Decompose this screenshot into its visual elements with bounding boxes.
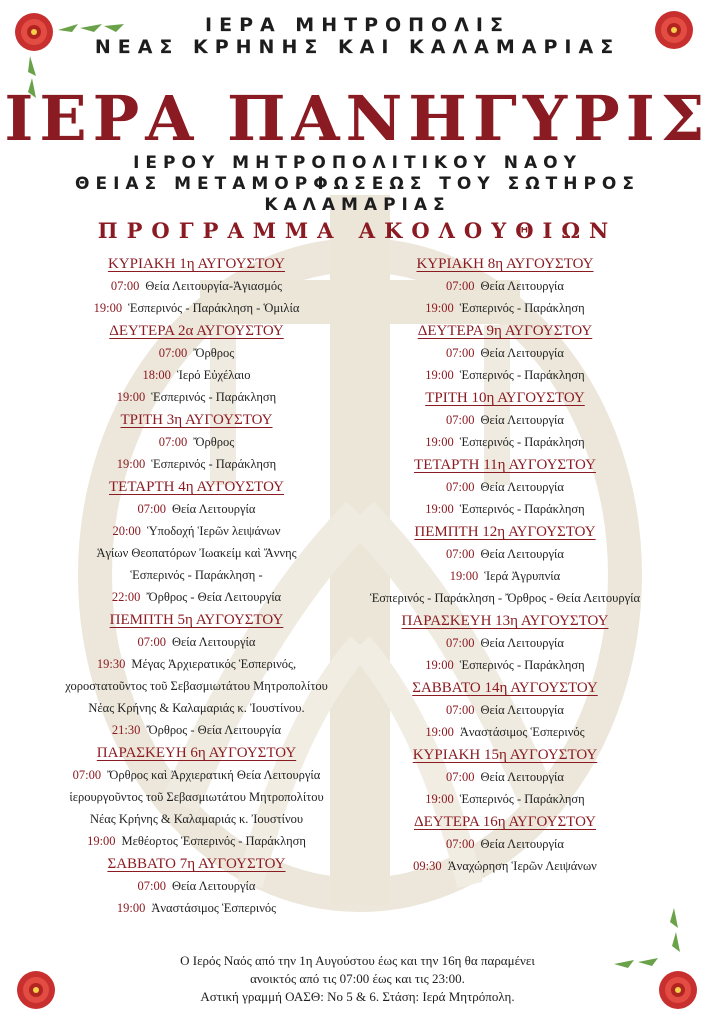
entry-service: Θεία Λειτουργία	[480, 346, 564, 360]
schedule-left-column	[44, 252, 349, 919]
entry-service: Ἑσπερινός - Παράκληση - Ὄρθρος - Θεία Λειτουργία	[369, 591, 641, 605]
schedule-entry	[44, 808, 349, 830]
entry-time: 19:00	[425, 301, 454, 315]
schedule-entry	[355, 699, 655, 721]
schedule-entry	[44, 586, 349, 608]
schedule-entry	[355, 587, 655, 609]
entry-time: 19:00	[93, 301, 123, 315]
entry-time: 20:00	[112, 524, 141, 538]
entry-service: Νέας Κρήνης & Καλαμαριάς κ. Ἰουστίνου	[89, 812, 304, 826]
entry-service: Ἑσπερινός - Παράκληση	[459, 502, 585, 516]
entry-time: 19:00	[425, 368, 454, 382]
day-heading: ΤΡΙΤΗ 3η ΑΥΓΟΥΣΤΟΥ	[120, 412, 273, 428]
schedule-entry	[44, 542, 349, 564]
entry-time: 09:30	[413, 859, 442, 873]
day-heading: ΚΥΡΙΑΚΗ 1η ΑΥΓΟΥΣΤΟΥ	[107, 256, 286, 272]
entry-time: 19:00	[425, 658, 454, 672]
entry-service: Ἑσπερινός - Παράκληση	[459, 368, 585, 382]
entry-service: Θεία Λειτουργία	[480, 770, 564, 784]
entry-service: Ἁγίων Θεοπατόρων Ἰωακείμ καὶ Ἄννης	[96, 546, 297, 560]
footer-line-1: Ο Ιερός Ναός από την 1η Αυγούστου έως και την 16η θα παραμένει	[180, 953, 535, 968]
footer-line-2: ανοικτός από τις 07:00 έως και τις 23:00.	[250, 971, 465, 986]
day-heading: ΔΕΥΤΕΡΑ 2α ΑΥΓΟΥΣΤΟΥ	[109, 323, 284, 339]
program-heading: ΠΡΟΓΡΑΜΜΑ ΑΚΟΛΟΥΘΙΩΝ	[97, 218, 618, 243]
entry-service: Θεία Λειτουργία	[480, 480, 564, 494]
schedule-entry	[44, 675, 349, 697]
entry-service: Θεία Λειτουργία-Ἁγιασμός	[145, 279, 283, 293]
footer-note	[0, 952, 715, 1006]
schedule-entry	[355, 409, 655, 431]
schedule-entry	[355, 788, 655, 810]
church-heading	[0, 153, 715, 216]
schedule-entry	[355, 632, 655, 654]
entry-time: 22:00	[111, 590, 141, 604]
entry-service: Θεία Λειτουργία	[172, 502, 256, 516]
entry-time: 07:00	[446, 480, 475, 494]
entry-time: 07:00	[446, 547, 475, 561]
entry-time: 07:00	[158, 435, 188, 449]
entry-service: Ἑσπερινός - Παράκληση	[459, 301, 585, 315]
schedule-entry	[355, 342, 655, 364]
schedule-entry	[355, 654, 655, 676]
entry-time: 19:00	[449, 569, 479, 583]
entry-service: Ὄρθρος	[193, 435, 235, 449]
footer-line-3: Αστική γραμμή ΟΑΣΘ: Νο 5 & 6. Στάση: Ιερά Μητρόπολη.	[200, 989, 515, 1004]
schedule-entry	[355, 297, 655, 319]
entry-time: 19:00	[425, 502, 454, 516]
entry-service: Ἀναστάσιμος Ἑσπερινός	[459, 725, 585, 739]
schedule-entry	[355, 431, 655, 453]
entry-time: 19:00	[425, 435, 454, 449]
entry-service: Θεία Λειτουργία	[480, 547, 564, 561]
page-title: ΙΕΡΑ ΠΑΝΗΓΥΡΙΣ	[4, 82, 711, 155]
entry-time: 07:00	[446, 703, 475, 717]
day-heading: ΤΕΤΑΡΤΗ 11η ΑΥΓΟΥΣΤΟΥ	[414, 457, 596, 473]
entry-time: 19:00	[116, 457, 146, 471]
schedule-entry	[355, 721, 655, 743]
schedule-entry	[44, 275, 349, 297]
schedule-entry	[44, 697, 349, 719]
entry-time: 07:00	[110, 279, 140, 293]
entry-time: 07:00	[446, 770, 475, 784]
schedule-entry	[44, 520, 349, 542]
entry-service: Ἀναστάσιμος Ἑσπερινός	[151, 901, 277, 915]
entry-time: 07:00	[137, 502, 167, 516]
schedule-entry	[44, 653, 349, 675]
schedule-entry	[44, 498, 349, 520]
entry-time: 07:00	[72, 768, 102, 782]
entry-time: 07:00	[446, 636, 475, 650]
entry-service: Ὄρθρος	[193, 346, 235, 360]
schedule-entry	[355, 565, 655, 587]
metropolis-line-2: ΝΕΑΣ ΚΡΗΝΗΣ ΚΑΙ ΚΑΛΑΜΑΡΙΑΣ	[94, 36, 621, 58]
schedule-entry	[355, 476, 655, 498]
day-heading: ΤΡΙΤΗ 10η ΑΥΓΟΥΣΤΟΥ	[425, 390, 585, 406]
entry-time: 07:00	[446, 413, 475, 427]
entry-service: Ὑποδοχή Ἱερῶν λειψάνων	[146, 524, 281, 538]
day-heading: ΠΕΜΠΤΗ 5η ΑΥΓΟΥΣΤΟΥ	[109, 612, 284, 628]
entry-service: Νέας Κρήνης & Καλαμαριάς κ. Ἰουστίνου.	[88, 701, 305, 715]
day-heading: ΔΕΥΤΕΡΑ 16η ΑΥΓΟΥΣΤΟΥ	[414, 814, 596, 830]
schedule-entry	[355, 855, 655, 877]
day-heading: ΠΑΡΑΣΚΕΥΗ 13η ΑΥΓΟΥΣΤΟΥ	[401, 613, 609, 629]
entry-service: Θεία Λειτουργία	[480, 636, 564, 650]
entry-time: 19:00	[425, 792, 454, 806]
entry-time: 18:00	[142, 368, 171, 382]
day-heading: ΚΥΡΙΑΚΗ 15η ΑΥΓΟΥΣΤΟΥ	[412, 747, 598, 763]
schedule-entry	[44, 631, 349, 653]
schedule-entry	[44, 364, 349, 386]
entry-service: Ἑσπερινός - Παράκληση	[151, 457, 277, 471]
schedule-right-column	[355, 252, 655, 877]
entry-service: Ὄρθρος καὶ Ἀρχιερατική Θεία Λειτουργία	[107, 768, 321, 782]
schedule-entry	[355, 364, 655, 386]
entry-service: Ἱερό Εὐχέλαιο	[176, 368, 251, 382]
entry-service: Θεία Λειτουργία	[172, 879, 256, 893]
schedule-entry	[44, 830, 349, 852]
metropolis-heading	[0, 14, 715, 58]
entry-service: Θεία Λειτουργία	[172, 635, 256, 649]
entry-time: 19:00	[425, 725, 454, 739]
schedule-entry	[355, 275, 655, 297]
schedule-entry	[44, 386, 349, 408]
schedule-entry	[44, 342, 349, 364]
entry-service: Θεία Λειτουργία	[480, 279, 564, 293]
entry-time: 07:00	[446, 837, 475, 851]
day-heading: ΠΕΜΠΤΗ 12η ΑΥΓΟΥΣΤΟΥ	[414, 524, 596, 540]
entry-service: Μεθέορτος Ἑσπερινός - Παράκληση	[121, 834, 306, 848]
schedule-entry	[44, 719, 349, 741]
entry-service: χοροστατοῦντος τοῦ Σεβασμιωτάτου Μητροπολίτου	[65, 679, 328, 693]
schedule-entry	[44, 764, 349, 786]
day-heading: ΤΕΤΑΡΤΗ 4η ΑΥΓΟΥΣΤΟΥ	[109, 479, 284, 495]
entry-time: 19:00	[116, 901, 146, 915]
schedule-entry	[44, 453, 349, 475]
entry-service: Θεία Λειτουργία	[480, 837, 564, 851]
day-heading: ΠΑΡΑΣΚΕΥΗ 6η ΑΥΓΟΥΣΤΟΥ	[96, 745, 297, 761]
entry-service: ἱερουργοῦντος τοῦ Σεβασμιωτάτου Μητροπολίτου	[69, 790, 324, 804]
entry-time: 21:30	[111, 723, 141, 737]
entry-time: 07:00	[446, 346, 475, 360]
schedule-entry	[44, 564, 349, 586]
day-heading: ΚΥΡΙΑΚΗ 8η ΑΥΓΟΥΣΤΟΥ	[416, 256, 594, 272]
schedule-entry	[355, 833, 655, 855]
entry-service: Μέγας Ἀρχιερατικός Ἑσπερινός,	[131, 657, 297, 671]
church-line-2: ΘΕΙΑΣ ΜΕΤΑΜΟΡΦΩΣΕΩΣ ΤΟΥ ΣΩΤΗΡΟΣ	[75, 174, 640, 194]
entry-time: 19:00	[116, 390, 146, 404]
entry-time: 07:00	[137, 635, 167, 649]
schedule-entry	[355, 543, 655, 565]
schedule-entry	[44, 897, 349, 919]
entry-service: Ἑσπερινός - Παράκληση - Ὁμιλία	[128, 301, 300, 315]
metropolis-line-1: ΙΕΡΑ ΜΗΤΡΟΠΟΛΙΣ	[205, 14, 510, 36]
entry-service: Ἱερά Ἀγρυπνία	[484, 569, 561, 583]
entry-time: 07:00	[446, 279, 475, 293]
entry-time: 19:30	[96, 657, 126, 671]
entry-service: Ἑσπερινός - Παράκληση	[459, 658, 585, 672]
entry-service: Ἑσπερινός - Παράκληση	[151, 390, 277, 404]
schedule-entry	[355, 766, 655, 788]
entry-service: Θεία Λειτουργία	[480, 413, 564, 427]
entry-service: Ἑσπερινός - Παράκληση	[459, 792, 585, 806]
entry-time: 07:00	[158, 346, 188, 360]
day-heading: ΔΕΥΤΕΡΑ 9η ΑΥΓΟΥΣΤΟΥ	[417, 323, 593, 339]
entry-service: Ἑσπερινός - Παράκληση -	[130, 568, 263, 582]
church-line-1: ΙΕΡΟΥ ΜΗΤΡΟΠΟΛΙΤΙΚΟΥ ΝΑΟΥ	[133, 153, 582, 173]
entry-service: Ἀναχώρηση Ἱερῶν Λειψάνων	[447, 859, 597, 873]
day-heading: ΣΑΒΒΑΤΟ 7η ΑΥΓΟΥΣΤΟΥ	[107, 856, 286, 872]
entry-service: Ὄρθρος - Θεία Λειτουργία	[146, 590, 282, 604]
schedule-entry	[44, 431, 349, 453]
schedule-entry	[44, 297, 349, 319]
entry-service: Θεία Λειτουργία	[480, 703, 564, 717]
entry-service: Ἑσπερινός - Παράκληση	[459, 435, 585, 449]
schedule-entry	[44, 875, 349, 897]
day-heading: ΣΑΒΒΑΤΟ 14η ΑΥΓΟΥΣΤΟΥ	[412, 680, 598, 696]
schedule-entry	[355, 498, 655, 520]
schedule-entry	[44, 786, 349, 808]
entry-service: Ὄρθρος - Θεία Λειτουργία	[146, 723, 282, 737]
church-line-3: ΚΑΛΑΜΑΡΙΑΣ	[264, 195, 451, 215]
entry-time: 19:00	[87, 834, 116, 848]
entry-time: 07:00	[137, 879, 167, 893]
